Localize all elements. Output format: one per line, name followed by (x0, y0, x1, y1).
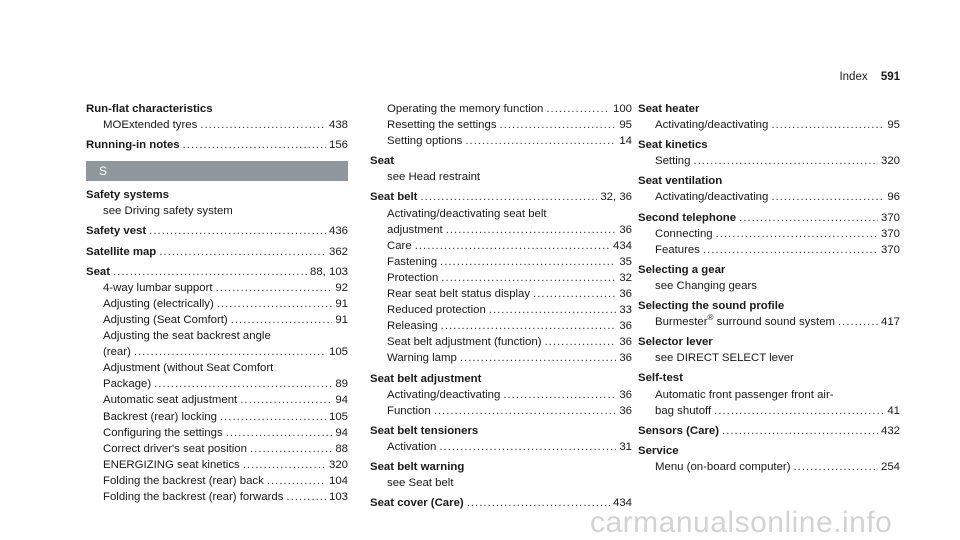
leader-dots (113, 264, 307, 280)
entry-term: Care (387, 239, 412, 252)
entry-term: Operating the memory function (387, 103, 544, 115)
page-ref: 94 (335, 394, 348, 407)
index-entry (370, 459, 632, 475)
index-entry (370, 189, 632, 205)
entry-term: Folding the backrest (rear) back (103, 474, 264, 487)
leader-dots (545, 334, 617, 350)
section-header: S (86, 161, 348, 181)
index-entry (86, 223, 348, 239)
leader-dots (441, 270, 616, 286)
entry-term: Running-in notes (86, 139, 180, 152)
page-ref: 370 (880, 211, 900, 224)
leader-dots (200, 117, 326, 133)
entry-term: Reduced protection (387, 304, 486, 317)
leader-dots (267, 473, 326, 489)
index-entry (638, 443, 900, 459)
index-subentry (370, 254, 632, 270)
entry-term: Seat (370, 155, 395, 168)
leader-dots (771, 189, 884, 205)
entry-term: Menu (on-board computer) (655, 460, 791, 473)
leader-dots (250, 441, 332, 457)
index-subentry (370, 101, 632, 117)
leader-dots (716, 226, 878, 242)
page-ref: 36 (619, 320, 632, 333)
leader-dots (465, 133, 616, 149)
index-subentry (86, 376, 348, 392)
entry-term: Adjusting (electrically) (103, 297, 214, 310)
index-entry (638, 101, 900, 117)
entry-term: Safety systems (86, 189, 169, 202)
page-ref: 105 (328, 410, 348, 423)
page-ref: 88, 103 (309, 265, 348, 278)
index-subentry (370, 439, 632, 455)
leader-dots (693, 153, 878, 169)
index-subentry (86, 296, 348, 312)
entry-term: MOExtended tyres (103, 119, 198, 132)
entry-term: Selector lever (638, 336, 713, 349)
leader-dots (226, 425, 333, 441)
entry-term: bag shutoff (655, 404, 712, 417)
entry-term: Correct driver's seat position (103, 442, 247, 455)
leader-dots (703, 242, 878, 258)
index-subentry (86, 473, 348, 489)
page-ref: 32 (619, 271, 632, 284)
leader-dots (240, 392, 332, 408)
entry-term: Seat belt adjustment (370, 372, 482, 385)
entry-term: Releasing (387, 320, 438, 333)
page-ref: 103 (328, 490, 348, 503)
index-entry (638, 334, 900, 350)
entry-term: Function (387, 404, 431, 417)
entry-term: Self-test (638, 372, 683, 385)
index-subentry (370, 206, 632, 222)
index-column-1 (86, 101, 348, 505)
page-ref: 31 (619, 440, 632, 453)
entry-term: Seat belt (370, 191, 418, 204)
entry-term: Activating/deactivating (387, 388, 501, 401)
index-subentry (86, 328, 348, 344)
page-header (839, 71, 900, 83)
index-subentry (370, 117, 632, 133)
page-ref: 36 (619, 288, 632, 301)
index-column-2 (370, 101, 632, 511)
entry-term: Rear seat belt status display (387, 288, 531, 301)
entry-term: Seat belt warning (370, 460, 465, 473)
entry-term: Connecting (655, 227, 713, 240)
entry-term: Run-flat characteristics (86, 103, 213, 115)
leader-dots (771, 117, 884, 133)
index-entry (370, 153, 632, 169)
leader-dots (714, 403, 884, 419)
entry-term: Backrest (rear) locking (103, 410, 217, 423)
page-ref: 254 (880, 460, 900, 473)
entry-term: Automatic seat adjustment (103, 394, 238, 407)
page-ref: 100 (612, 103, 632, 115)
entry-term: Seat belt tensioners (370, 424, 479, 437)
page-ref: 320 (328, 458, 348, 471)
index-entry (638, 137, 900, 153)
page-ref: 41 (887, 404, 900, 417)
index-subentry (86, 392, 348, 408)
entry-term: Adjustment (without Seat Comfort (103, 362, 274, 375)
leader-dots (794, 459, 878, 475)
index-subentry (638, 226, 900, 242)
leader-dots (243, 457, 326, 473)
index-subentry (638, 350, 900, 366)
index-entry (86, 101, 348, 117)
index-subentry (86, 203, 348, 219)
leader-dots (546, 101, 610, 117)
leader-dots (460, 350, 616, 366)
page-ref: 91 (335, 313, 348, 326)
page-ref: 94 (335, 426, 348, 439)
leader-dots (500, 117, 617, 133)
index-subentry (638, 278, 900, 294)
entry-term: Features (655, 243, 700, 256)
index-subentry (370, 403, 632, 419)
index-entry (86, 187, 348, 203)
page-ref: 89 (335, 378, 348, 391)
page-ref: 92 (335, 281, 348, 294)
index-subentry (86, 312, 348, 328)
index-entry (638, 173, 900, 189)
header-label: Index (839, 71, 868, 83)
index-subentry (638, 242, 900, 258)
index-subentry (638, 314, 900, 330)
leader-dots (467, 495, 610, 511)
entry-term: Adjusting (Seat Comfort) (103, 313, 228, 326)
page-ref: 32, 36 (600, 191, 632, 204)
entry-term: Configuring the settings (103, 426, 223, 439)
entry-term: Warning lamp (387, 352, 457, 365)
entry-term: (rear) (103, 346, 131, 359)
index-entry (638, 298, 900, 314)
page-ref: 36 (619, 404, 632, 417)
entry-term: 4-way lumbar support (103, 281, 213, 294)
index-subentry (370, 222, 632, 238)
index-subentry (86, 441, 348, 457)
index-subentry (638, 403, 900, 419)
index-entry (370, 423, 632, 439)
entry-term: Seat belt adjustment (function) (387, 336, 542, 349)
entry-term: Seat (86, 265, 111, 278)
page-ref: 35 (619, 255, 632, 268)
leader-dots (415, 238, 610, 254)
entry-term: Seat heater (638, 103, 700, 115)
index-entry (86, 264, 348, 280)
entry-term: see Head restraint (387, 171, 481, 184)
index-subentry (86, 489, 348, 505)
page-ref: 14 (619, 135, 632, 148)
leader-dots (286, 489, 326, 505)
page-ref: 104 (328, 474, 348, 487)
entry-term: Package) (103, 378, 152, 391)
index-subentry (370, 169, 632, 185)
leader-dots (183, 137, 326, 153)
entry-term: Setting options (387, 135, 463, 148)
entry-term: Second telephone (638, 211, 737, 224)
entry-term-part: Burmester (655, 316, 708, 329)
index-subentry (638, 459, 900, 475)
index-column-3 (638, 101, 900, 475)
leader-dots (154, 376, 332, 392)
index-subentry (638, 189, 900, 205)
entry-term: Seat kinetics (638, 139, 708, 152)
leader-dots (420, 189, 597, 205)
page-ref: 95 (887, 119, 900, 132)
leader-dots (231, 312, 333, 328)
index-subentry (86, 280, 348, 296)
leader-dots (440, 254, 616, 270)
index-entry (638, 423, 900, 439)
leader-dots (159, 244, 326, 260)
page-ref: 320 (880, 155, 900, 168)
index-subentry (638, 387, 900, 403)
index-subentry (370, 334, 632, 350)
page-ref: 88 (335, 442, 348, 455)
entry-term: see DIRECT SELECT lever (655, 352, 794, 365)
leader-dots (217, 296, 333, 312)
entry-term: adjustment (387, 223, 443, 236)
leader-dots (446, 222, 617, 238)
entry-term: Adjusting the seat backrest angle (103, 330, 271, 343)
page-ref: 436 (328, 225, 348, 238)
index-subentry (370, 350, 632, 366)
entry-term: ENERGIZING seat kinetics (103, 458, 240, 471)
index-subentry (370, 475, 632, 491)
page-ref: 370 (880, 227, 900, 240)
page-ref: 95 (619, 119, 632, 132)
entry-term: Fastening (387, 255, 438, 268)
leader-dots (441, 318, 617, 334)
entry-term: Safety vest (86, 225, 147, 238)
page-number: 591 (880, 71, 900, 83)
entry-term: Setting (655, 155, 691, 168)
index-subentry (370, 318, 632, 334)
leader-dots (220, 409, 326, 425)
index-entry (86, 137, 348, 153)
leader-dots (838, 314, 878, 330)
index-entry (86, 244, 348, 260)
index-entry (638, 210, 900, 226)
registered-mark: ® (707, 313, 714, 323)
entry-term: Service (638, 444, 679, 457)
leader-dots (439, 439, 616, 455)
page-ref: 434 (612, 497, 632, 510)
leader-dots (134, 344, 326, 360)
page-ref: 434 (612, 239, 632, 252)
leader-dots (739, 210, 878, 226)
page-ref: 36 (619, 336, 632, 349)
index-subentry (86, 344, 348, 360)
page-ref: 91 (335, 297, 348, 310)
index-subentry (370, 133, 632, 149)
entry-term: Protection (387, 271, 439, 284)
index-subentry (370, 387, 632, 403)
leader-dots (149, 223, 326, 239)
page-ref: 36 (619, 388, 632, 401)
entry-term: Folding the backrest (rear) forwards (103, 490, 284, 503)
entry-term: Resetting the settings (387, 119, 497, 132)
entry-term: Activating/deactivating (655, 191, 769, 204)
leader-dots (489, 302, 617, 318)
entry-term: Seat ventilation (638, 175, 723, 188)
page-ref: 438 (328, 119, 348, 132)
index-subentry (86, 360, 348, 376)
index-subentry (370, 302, 632, 318)
entry-term: Selecting the sound profile (638, 300, 785, 313)
index-subentry (86, 457, 348, 473)
leader-dots (216, 280, 333, 296)
entry-term (655, 314, 835, 330)
page-ref: 36 (619, 223, 632, 236)
entry-term: see Driving safety system (103, 205, 233, 218)
entry-term: Sensors (Care) (638, 424, 720, 437)
page-ref: 105 (328, 346, 348, 359)
index-subentry (638, 153, 900, 169)
leader-dots (503, 387, 616, 403)
index-subentry (86, 409, 348, 425)
page-ref: 432 (880, 424, 900, 437)
entry-term: Selecting a gear (638, 263, 726, 276)
entry-term: Automatic front passenger front air- (655, 388, 834, 401)
leader-dots (722, 423, 878, 439)
leader-dots (434, 403, 617, 419)
index-subentry (86, 117, 348, 133)
entry-term: Satellite map (86, 245, 157, 258)
index-entry (638, 262, 900, 278)
entry-term: Seat cover (Care) (370, 497, 464, 510)
page-ref: 370 (880, 243, 900, 256)
page-ref: 33 (619, 304, 632, 317)
index-entry (638, 370, 900, 386)
entry-term: Activating/deactivating (655, 119, 769, 132)
entry-term: Activation (387, 440, 437, 453)
entry-term: see Changing gears (655, 279, 757, 292)
page-ref: 417 (880, 316, 900, 329)
index-subentry (638, 117, 900, 133)
entry-term-part: surround sound system (713, 316, 836, 329)
page-ref: 96 (887, 191, 900, 204)
index-entry (370, 371, 632, 387)
page-ref: 156 (328, 139, 348, 152)
entry-term: see Seat belt (387, 477, 454, 490)
index-subentry (370, 286, 632, 302)
leader-dots (533, 286, 616, 302)
entry-term: Activating/deactivating seat belt (387, 207, 547, 220)
page-ref: 36 (619, 352, 632, 365)
index-subentry (370, 270, 632, 286)
watermark: carmanualsonline.info (590, 506, 893, 539)
index-subentry (86, 425, 348, 441)
index-subentry (370, 238, 632, 254)
page-ref: 362 (328, 245, 348, 258)
